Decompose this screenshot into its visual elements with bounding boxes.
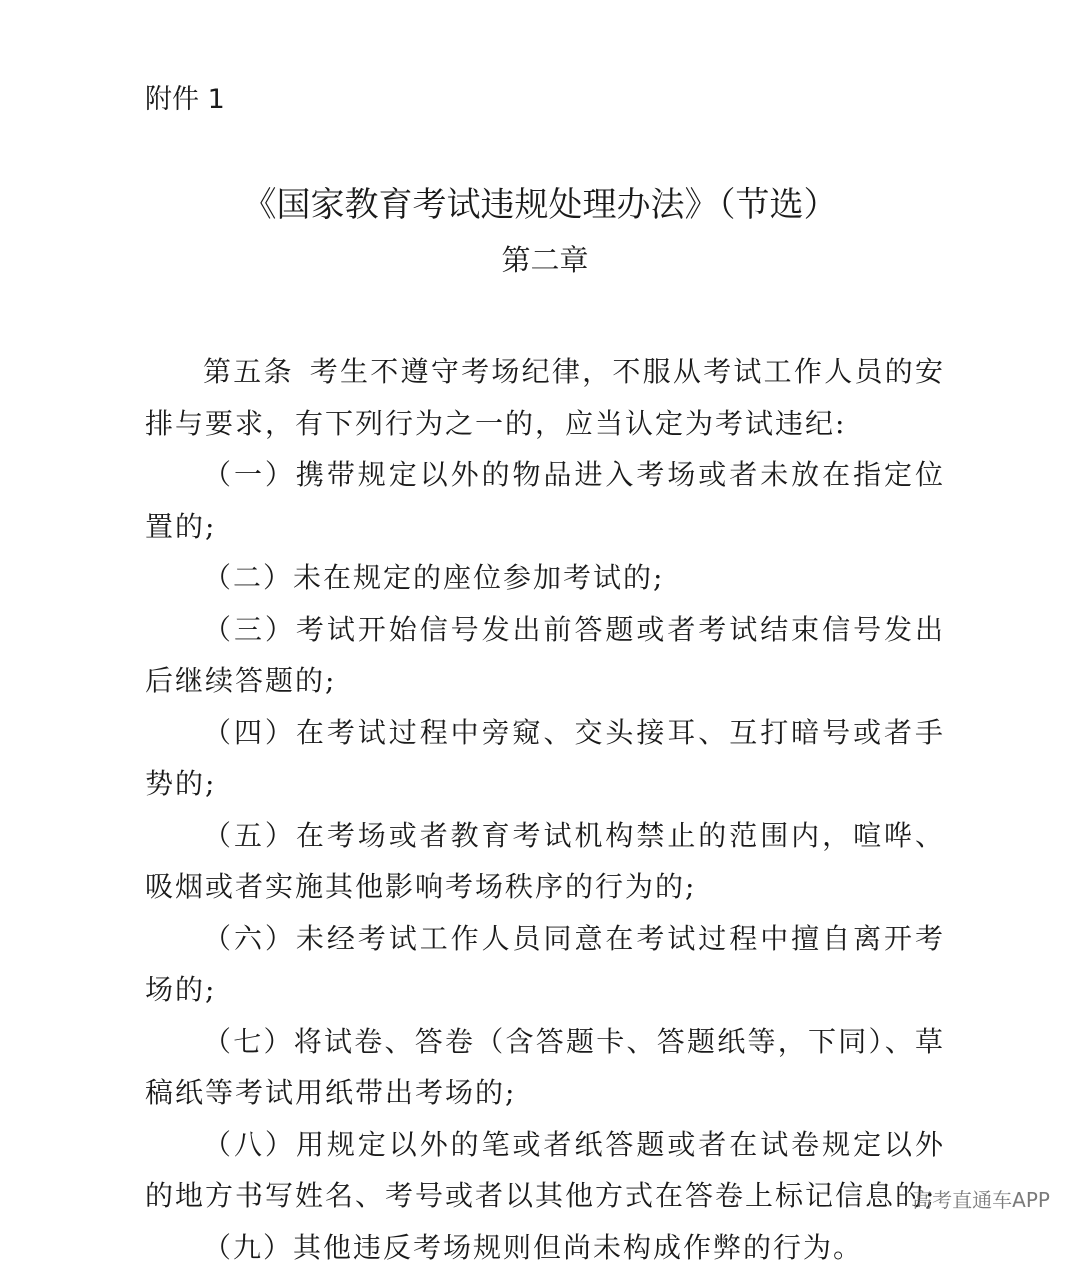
article-item-1: （一）携带规定以外的物品进入考场或者未放在指定位置的; xyxy=(145,449,945,552)
article-item-9: （九）其他违反考场规则但尚未构成作弊的行为。 xyxy=(145,1222,945,1273)
watermark: 高考直通车APP xyxy=(912,1185,1050,1215)
attachment-label: 附件 1 xyxy=(145,80,225,120)
article-label: 第五条 xyxy=(203,355,294,388)
article-item-3: （三）考试开始信号发出前答题或者考试结束信号发出后继续答题的; xyxy=(145,604,945,707)
article-item-5: （五）在考场或者教育考试机构禁止的范围内，喧哗、吸烟或者实施其他影响考场秩序的行为的; xyxy=(145,810,945,913)
article-item-4: （四）在考试过程中旁窥、交头接耳、互打暗号或者手势的; xyxy=(145,707,945,810)
article-item-6: （六）未经考试工作人员同意在考试过程中擅自离开考场的; xyxy=(145,913,945,1016)
chapter-heading: 第二章 xyxy=(0,238,1080,282)
article-item-7: （七）将试卷、答卷（含答题卡、答题纸等，下同）、草稿纸等考试用纸带出考场的; xyxy=(145,1016,945,1119)
article-intro-text: 考生不遵守考场纪律，不服从考试工作人员的安排与要求，有下列行为之一的，应当认定为考试违纪: xyxy=(145,355,945,440)
article-item-2: （二）未在规定的座位参加考试的; xyxy=(145,552,945,604)
article-item-8: （八）用规定以外的笔或者纸答题或者在试卷规定以外的地方书写姓名、考号或者以其他方式在答卷上标记信息的; xyxy=(145,1119,945,1222)
document-title: 《国家教育考试违规处理办法》（节选） xyxy=(0,180,1080,230)
article-body xyxy=(145,346,945,1273)
article-intro xyxy=(145,346,945,449)
